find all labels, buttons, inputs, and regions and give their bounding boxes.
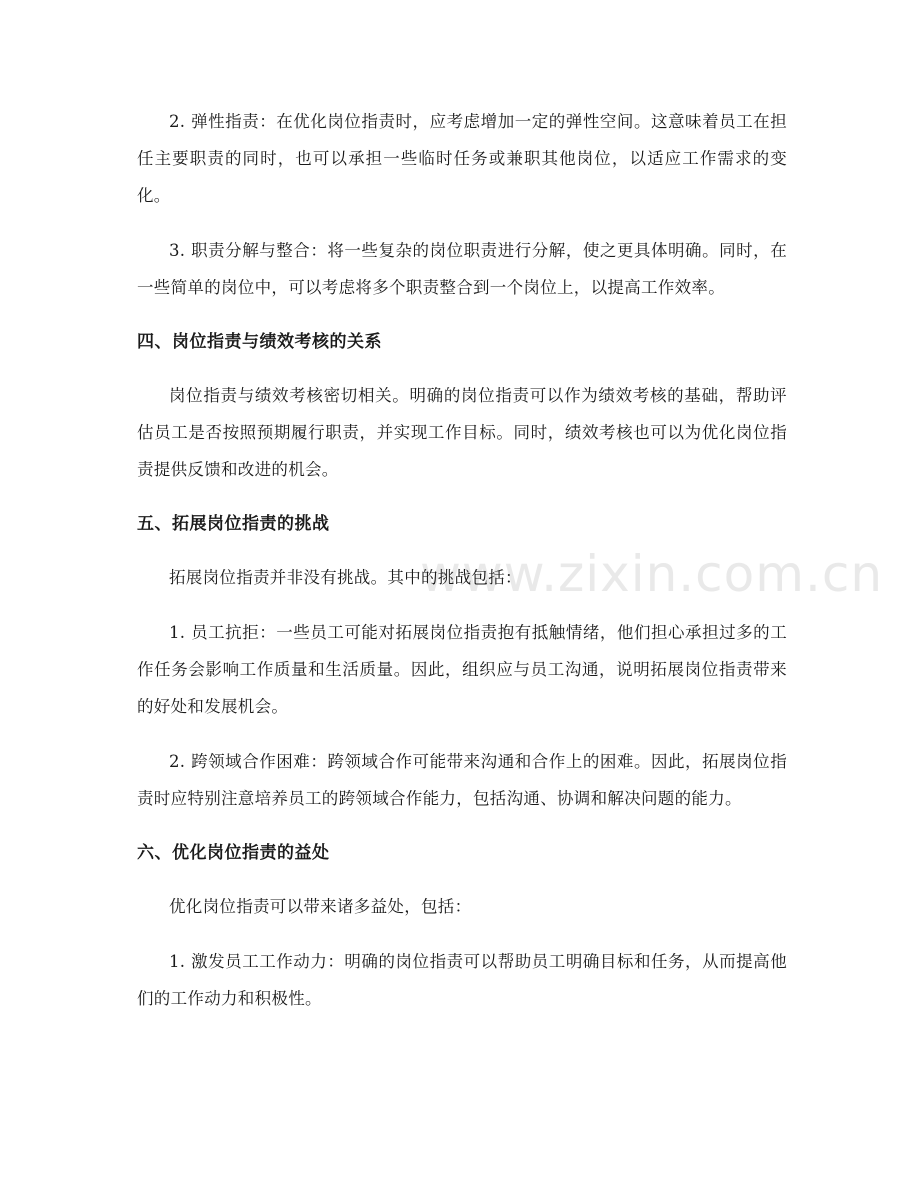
paragraph-elastic-duties: 2. 弹性指责：在优化岗位指责时，应考虑增加一定的弹性空间。这意味着员工在担任主要职责的同时，也可以承担一些临时任务或兼职其他岗位，以适应工作需求的变化。 [137,112,787,205]
paragraph-motivation: 1. 激发员工工作动力：明确的岗位指责可以帮助员工明确目标和任务，从而提高他们的工作动力和积极性。 [137,952,787,1008]
paragraph-employee-resistance: 1. 员工抗拒：一些员工可能对拓展岗位指责抱有抵触情绪，他们担心承担过多的工作任务会影响工作质量和生活质量。因此，组织应与员工沟通，说明拓展岗位指责带来的好处和发展机会。 [137,623,787,716]
document-body [137,103,787,1035]
paragraph-performance-relation: 岗位指责与绩效考核密切相关。明确的岗位指责可以作为绩效考核的基础，帮助评估员工是否按照预期履行职责，并实现工作目标。同时，绩效考核也可以为优化岗位指责提供反馈和改进的机会。 [137,386,787,479]
heading-section-4: 四、岗位指责与绩效考核的关系 [137,332,382,352]
heading-section-5: 五、拓展岗位指责的挑战 [137,514,330,534]
paragraph-benefits-intro: 优化岗位指责可以带来诸多益处，包括： [169,897,472,916]
paragraph-duty-split-merge: 3. 职责分解与整合：将一些复杂的岗位职责进行分解，使之更具体明确。同时，在一些简单的岗位中，可以考虑将多个职责整合到一个岗位上，以提高工作效率。 [137,241,787,297]
watermark: www.zixin.com.cn [420,545,884,603]
paragraph-cross-domain: 2. 跨领域合作困难：跨领域合作可能带来沟通和合作上的困难。因此，拓展岗位指责时应特别注意培养员工的跨领域合作能力，包括沟通、协调和解决问题的能力。 [137,752,787,808]
heading-section-6: 六、优化岗位指责的益处 [137,843,330,863]
paragraph-challenges-intro: 拓展岗位指责并非没有挑战。其中的挑战包括： [169,568,522,587]
